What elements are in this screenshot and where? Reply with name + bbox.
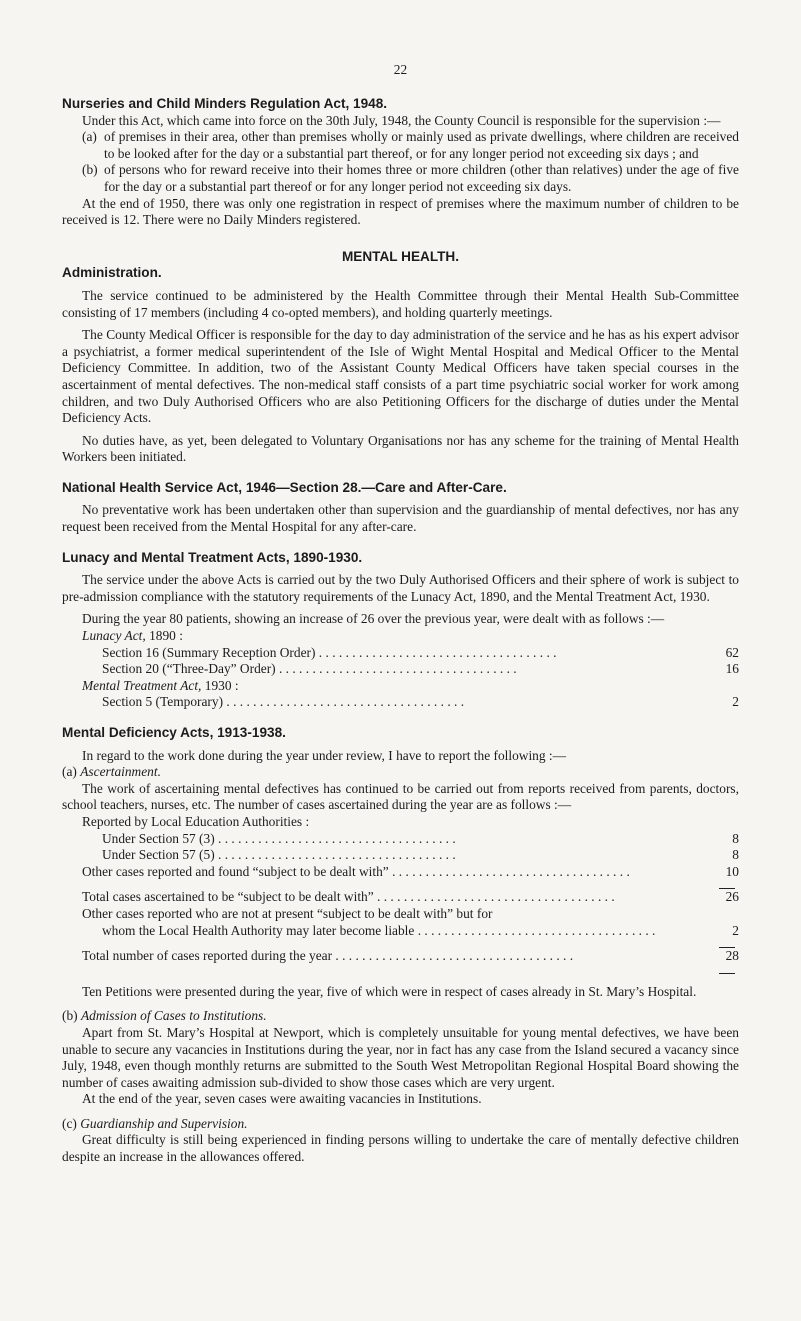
item-label: (b) <box>82 162 98 178</box>
nurseries-item-b <box>82 162 739 195</box>
nhs-act-text: No preventative work has been undertaken other than supervision and the guardianship of mental defectives, nor has any request been received from the Mental Hospital for any after-care. <box>62 502 739 535</box>
stat-row-s57-5: Under Section 57 (5) . . . 8 <box>102 847 739 864</box>
ascertainment-text: The work of ascertaining mental defectives has continued to be carried out from reports received from parents, doctors, school teachers, nurses, etc. The number of cases ascertained during the year are as follows :— <box>62 780 739 813</box>
admin-paragraph-3: No duties have, as yet, been delegated to Voluntary Organisations nor has any scheme for the training of Mental Health Workers been initiated. <box>62 432 739 465</box>
rule-row-2 <box>82 939 739 948</box>
rule-row <box>82 880 739 889</box>
stat-row-total-ascertained: Total cases ascertained to be “subject to be dealt with” . . . 26 <box>82 889 739 906</box>
nurseries-heading: Nurseries and Child Minders Regulation Act, 1948. <box>62 96 388 111</box>
lunacy-act-label: Lunacy Act, 1890 : <box>82 628 183 644</box>
nurseries-item-a <box>82 129 739 162</box>
lunacy-paragraph-1: The service under the above Acts is carried out by the two Duly Authorised Officers and their sphere of work is subject to pre-admission compliance with the statutory requirements of the Lunacy Act, 1890, and the Mental Treatment Act, 1930. <box>62 572 739 604</box>
stat-row-section-20: Section 20 (“Three-Day” Order) . . . 16 <box>102 661 739 678</box>
guardianship-subheading: (c) Guardianship and Supervision. <box>62 1115 248 1131</box>
reported-by-label: Reported by Local Education Authorities : <box>82 813 310 829</box>
administration-heading: Administration. <box>62 265 162 281</box>
stat-row-s57-3: Under Section 57 (3) . . . 8 <box>102 831 739 848</box>
admin-paragraph-1: The service continued to be administered by the Health Committee through their Mental Health Sub-Committee consisting of 17 members (including 4 co-opted members), and holding quarterly meetings. <box>62 287 739 320</box>
item-text: of persons who for reward receive into their homes three or more children (other than relatives) under the age of five for the day or a substantial part thereof or for any longer period not exceeding six days. <box>104 162 739 194</box>
lunacy-heading: Lunacy and Mental Treatment Acts, 1890-1930. <box>62 549 363 565</box>
stat-row-section-16: Section 16 (Summary Reception Order) . . . 62 <box>102 645 739 662</box>
admission-text: Apart from St. Mary’s Hospital at Newport, which is completely unsuitable for young mental defectives, we have been unable to secure any vacancies in Institutions during the year, nor in fact has any case from the Island secured a vacancy since July, 1948, even though monthly returns are submitted to the South West Metropolitan Regional Hospital Board showing the number of cases awaiting admission sub-divided to show those cases which are very urgent. <box>62 1024 739 1090</box>
deficiency-heading: Mental Deficiency Acts, 1913-1938. <box>62 725 286 740</box>
admin-paragraph-2: The County Medical Officer is responsible for the day to day administration of the service and he has as his expert advisor a psychiatrist, a former medical superintendent of the Isle of Wight Mental Hospital and Medical Officer to the Mental Deficiency Committee. In addition, two of the Assistant County Medical Officers have taken special courses in the ascertainment of mental defectives. The non-medical staff consists of a part time psychiatric social worker for work among children, and two Duly Authorised Officers who are also Petitioning Officers for the discharge of duties under the Mental Deficiency Acts. <box>62 327 739 426</box>
stat-row-grand-total: Total number of cases reported during the year . . . 28 <box>82 948 739 965</box>
stat-row-other-cases: Other cases reported and found “subject to be dealt with” . . . 10 <box>82 864 739 881</box>
item-text: of premises in their area, other than premises wholly or mainly used as private dwellings, where children are received to be looked after for the day or a substantial part thereof, or for any longer period not exceeding six days ; and <box>104 129 739 161</box>
mental-treatment-act-label: Mental Treatment Act, 1930 : <box>82 677 239 693</box>
nurseries-closing: At the end of 1950, there was only one registration in respect of premises where the maximum number of children to be received is 12. There were no Daily Minders registered. <box>62 195 739 228</box>
petitions-text: Ten Petitions were presented during the year, five of which were in respect of cases already in St. Mary’s Hospital. <box>82 983 697 999</box>
page-number: 22 <box>393 62 408 77</box>
ascertainment-subheading: (a) Ascertainment. <box>62 764 161 780</box>
stat-row-not-subject: whom the Local Health Authority may later become liable . . . 2 <box>102 923 739 940</box>
grand-total-underline <box>719 973 735 974</box>
lunacy-paragraph-2: During the year 80 patients, showing an increase of 26 over the previous year, were dealt with as follows :— <box>82 611 665 627</box>
admission-subheading: (b) Admission of Cases to Institutions. <box>62 1008 267 1024</box>
page-content <box>62 96 739 1166</box>
rule-row-3 <box>82 965 739 974</box>
item-label: (a) <box>82 129 97 145</box>
admission-text-2: At the end of the year, seven cases were awaiting vacancies in Institutions. <box>82 1091 482 1107</box>
stat-row-not-subject-line1: Other cases reported who are not at present “subject to be dealt with” but for <box>82 905 493 921</box>
mental-health-title: MENTAL HEALTH. <box>341 248 460 264</box>
nurseries-intro: Under this Act, which came into force on the 30th July, 1948, the County Council is responsible for the supervision :— <box>82 112 721 128</box>
deficiency-intro: In regard to the work done during the year under review, I have to report the following :— <box>82 747 567 763</box>
nhs-act-heading: National Health Service Act, 1946—Section 28.—Care and After-Care. <box>62 479 507 495</box>
guardianship-text: Great difficulty is still being experienced in finding persons willing to undertake the care of mentally defective children despite an increase in the allowances offered. <box>62 1132 739 1165</box>
stat-row-section-5: Section 5 (Temporary) . . . 2 <box>102 694 739 711</box>
